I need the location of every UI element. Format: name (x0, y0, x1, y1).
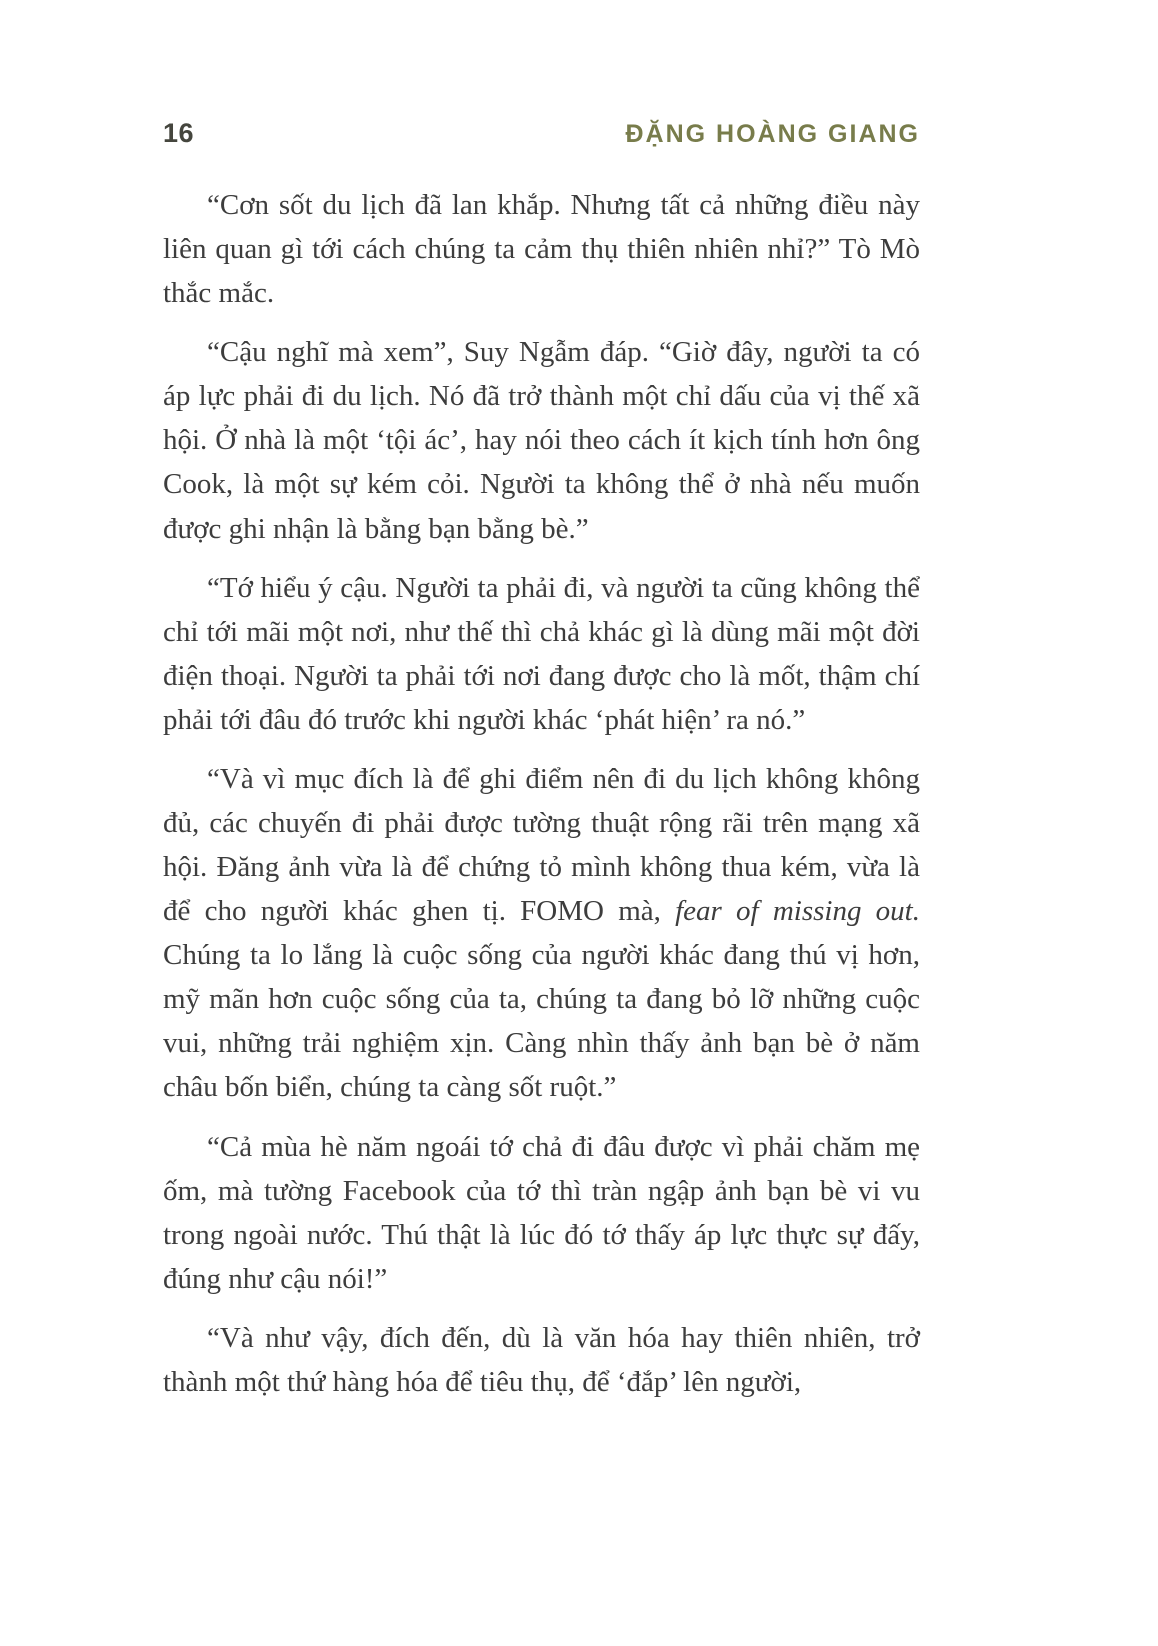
author-name: ĐẶNG HOÀNG GIANG (625, 120, 920, 148)
page-number: 16 (163, 118, 195, 148)
paragraph-segment: Chúng ta lo lắng là cuộc sống của người khác đang thú vị hơn, mỹ mãn hơn cuộc sống của ta, chúng ta đang bỏ lỡ những cuộc vui, những trải nghiệm xịn. Càng nhìn thấy ảnh bạn bè ở năm châu bốn biển, chúng ta càng sốt ruột.” (163, 939, 920, 1104)
paragraph: “Tớ hiểu ý cậu. Người ta phải đi, và người ta cũng không thể chỉ tới mãi một nơi, như thế thì chả khác gì là dùng mãi một đời điện thoại. Người ta phải tới nơi đang được cho là mốt, thậm chí phải tới đâu đó trước khi người khác ‘phát hiện’ ra nó.” (163, 571, 920, 736)
paragraph (163, 757, 920, 1110)
paragraph-segment: “Và vì mục đích là để ghi điểm nên đi du lịch không không đủ, các chuyến đi phải được tường thuật rộng rãi trên mạng xã hội. Đăng ảnh vừa là để chứng tỏ mình không thua kém, vừa là để cho người khác ghen tị. FOMO mà, (163, 762, 920, 928)
paragraph: “Cậu nghĩ mà xem”, Suy Ngẫm đáp. “Giờ đây, người ta có áp lực phải đi du lịch. Nó đã trở thành một chỉ dấu của vị thế xã hội. Ở nhà là một ‘tội ác’, hay nói theo cách ít kịch tính hơn ông Cook, là một sự kém cỏi. Người ta không thể ở nhà nếu muốn được ghi nhận là bằng bạn bằng bè.” (163, 336, 920, 545)
paragraph: “Và như vậy, đích đến, dù là văn hóa hay thiên nhiên, trở thành một thứ hàng hóa để tiêu thụ, để ‘đắp’ lên người, (163, 1321, 920, 1398)
body-text (163, 183, 920, 1404)
paragraph: “Cơn sốt du lịch đã lan khắp. Nhưng tất cả những điều này liên quan gì tới cách chúng ta cảm thụ thiên nhiên nhỉ?” Tò Mò thắc mắc. (163, 189, 920, 310)
paragraph: “Cả mùa hè năm ngoái tớ chả đi đâu được vì phải chăm mẹ ốm, mà tường Facebook của tớ thì tràn ngập ảnh bạn bè vi vu trong ngoài nước. Thú thật là lúc đó tớ thấy áp lực thực sự đấy, đúng như cậu nói!” (163, 1130, 920, 1295)
page-header (163, 118, 920, 149)
paragraph-segment-italic: fear of missing out. (675, 895, 920, 928)
